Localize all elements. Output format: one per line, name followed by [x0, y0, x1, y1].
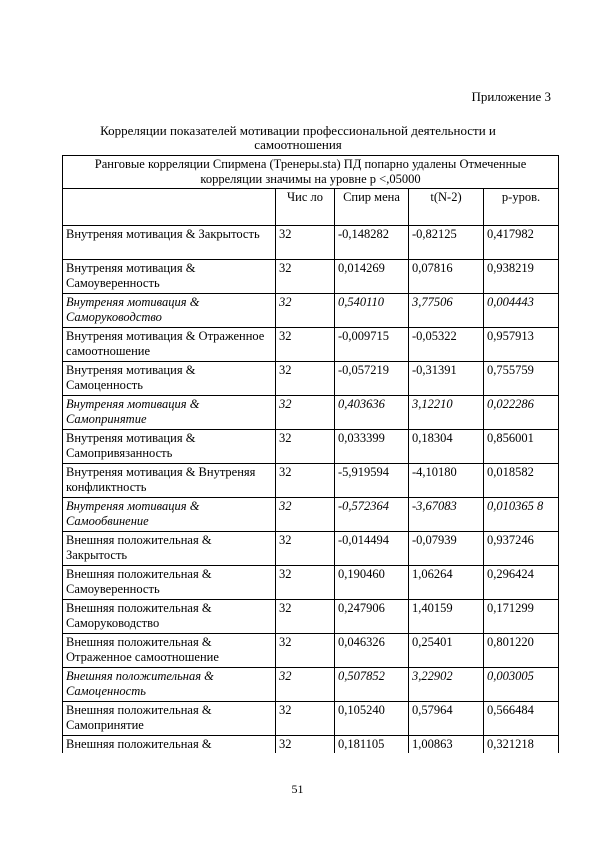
cell-p: 0,566484	[484, 702, 559, 736]
cell-p: 0,018582	[484, 464, 559, 498]
cell-t: -0,07939	[409, 532, 484, 566]
cell-p: 0,938219	[484, 260, 559, 294]
column-header-spearman: Спир мена	[335, 189, 409, 226]
cell-t: -4,10180	[409, 464, 484, 498]
cell-t: 3,22902	[409, 668, 484, 702]
cell-pair: Внешняя положительная & Самоуверенность	[63, 566, 276, 600]
cell-spearman: -5,919594	[335, 464, 409, 498]
cell-p: 0,957913	[484, 328, 559, 362]
cell-t: 1,40159	[409, 600, 484, 634]
cell-count: 32	[276, 226, 335, 260]
cell-p: 0,022286	[484, 396, 559, 430]
cell-spearman: -0,572364	[335, 498, 409, 532]
table-title: Ранговые корреляции Спирмена (Тренеры.sta) ПД попарно удалены Отмеченные корреляции значимы на уровне p <,05000	[63, 156, 559, 189]
cell-pair: Внутреняя мотивация & Самопривязанность	[63, 430, 276, 464]
column-header-t: t(N-2)	[409, 189, 484, 226]
cell-p: 0,801220	[484, 634, 559, 668]
cell-count: 32	[276, 498, 335, 532]
cell-p: 0,755759	[484, 362, 559, 396]
cell-spearman: 0,046326	[335, 634, 409, 668]
cell-t: 1,00863	[409, 736, 484, 754]
cell-spearman: 0,105240	[335, 702, 409, 736]
table-row	[63, 702, 559, 736]
cell-t: -0,82125	[409, 226, 484, 260]
cell-spearman: 0,181105	[335, 736, 409, 754]
table-title-row	[63, 156, 559, 189]
cell-spearman: 0,014269	[335, 260, 409, 294]
table-row	[63, 396, 559, 430]
table-row	[63, 362, 559, 396]
cell-count: 32	[276, 260, 335, 294]
cell-pair: Внешняя положительная & Закрытость	[63, 532, 276, 566]
cell-count: 32	[276, 464, 335, 498]
cell-count: 32	[276, 702, 335, 736]
table-row	[63, 260, 559, 294]
cell-pair: Внутреняя мотивация & Саморуководство	[63, 294, 276, 328]
table-row	[63, 668, 559, 702]
column-header-count: Чис ло	[276, 189, 335, 226]
cell-p: 0,171299	[484, 600, 559, 634]
cell-pair: Внутреняя мотивация & Отраженное самоотношение	[63, 328, 276, 362]
cell-pair: Внешняя положительная &	[63, 736, 276, 754]
appendix-label: Приложение 3	[471, 89, 551, 104]
cell-spearman: 0,507852	[335, 668, 409, 702]
cell-count: 32	[276, 634, 335, 668]
cell-count: 32	[276, 566, 335, 600]
cell-count: 32	[276, 294, 335, 328]
cell-count: 32	[276, 430, 335, 464]
cell-t: 0,18304	[409, 430, 484, 464]
cell-pair: Внутреняя мотивация & Самопринятие	[63, 396, 276, 430]
cell-spearman: -0,009715	[335, 328, 409, 362]
cell-p: 0,004443	[484, 294, 559, 328]
cell-count: 32	[276, 362, 335, 396]
cell-count: 32	[276, 736, 335, 754]
table-row	[63, 464, 559, 498]
cell-spearman: -0,148282	[335, 226, 409, 260]
cell-pair: Внешняя положительная & Самопринятие	[63, 702, 276, 736]
cell-p: 0,321218	[484, 736, 559, 754]
table-row	[63, 634, 559, 668]
table-row	[63, 226, 559, 260]
table-row	[63, 600, 559, 634]
cell-count: 32	[276, 532, 335, 566]
cell-count: 32	[276, 600, 335, 634]
table-row	[63, 294, 559, 328]
cell-count: 32	[276, 668, 335, 702]
cell-t: 3,12210	[409, 396, 484, 430]
cell-t: 3,77506	[409, 294, 484, 328]
cell-t: -3,67083	[409, 498, 484, 532]
cell-count: 32	[276, 328, 335, 362]
table-row	[63, 328, 559, 362]
cell-count: 32	[276, 396, 335, 430]
cell-pair: Внутреняя мотивация & Закрытость	[63, 226, 276, 260]
table-caption: Корреляции показателей мотивации профессиональной деятельности и самоотношения	[100, 123, 496, 152]
cell-pair: Внутреняя мотивация & Самоуверенность	[63, 260, 276, 294]
table-row	[63, 566, 559, 600]
table-row	[63, 498, 559, 532]
cell-spearman: 0,247906	[335, 600, 409, 634]
cell-p: 0,937246	[484, 532, 559, 566]
table-row	[63, 532, 559, 566]
cell-pair: Внутреняя мотивация & Самоценность	[63, 362, 276, 396]
cell-p: 0,417982	[484, 226, 559, 260]
cell-spearman: -0,057219	[335, 362, 409, 396]
cell-spearman: 0,190460	[335, 566, 409, 600]
cell-p: 0,010365 8	[484, 498, 559, 532]
table-header-row	[63, 189, 559, 226]
column-header-pair	[63, 189, 276, 226]
correlation-table	[62, 155, 559, 753]
cell-pair: Внутреняя мотивация & Внутреняя конфликтность	[63, 464, 276, 498]
cell-t: 0,57964	[409, 702, 484, 736]
cell-spearman: 0,403636	[335, 396, 409, 430]
cell-pair: Внешняя положительная & Саморуководство	[63, 600, 276, 634]
table-row	[63, 430, 559, 464]
cell-spearman: 0,540110	[335, 294, 409, 328]
cell-p: 0,296424	[484, 566, 559, 600]
cell-p: 0,856001	[484, 430, 559, 464]
cell-pair: Внешняя положительная & Самоценность	[63, 668, 276, 702]
cell-t: -0,31391	[409, 362, 484, 396]
cell-p: 0,003005	[484, 668, 559, 702]
table-row	[63, 736, 559, 754]
page-number: 51	[291, 782, 304, 796]
cell-spearman: 0,033399	[335, 430, 409, 464]
column-header-p: p-уров.	[484, 189, 559, 226]
cell-pair: Внутреняя мотивация & Самообвинение	[63, 498, 276, 532]
cell-spearman: -0,014494	[335, 532, 409, 566]
cell-t: 0,25401	[409, 634, 484, 668]
cell-t: 1,06264	[409, 566, 484, 600]
cell-pair: Внешняя положительная & Отраженное самоотношение	[63, 634, 276, 668]
cell-t: -0,05322	[409, 328, 484, 362]
cell-t: 0,07816	[409, 260, 484, 294]
